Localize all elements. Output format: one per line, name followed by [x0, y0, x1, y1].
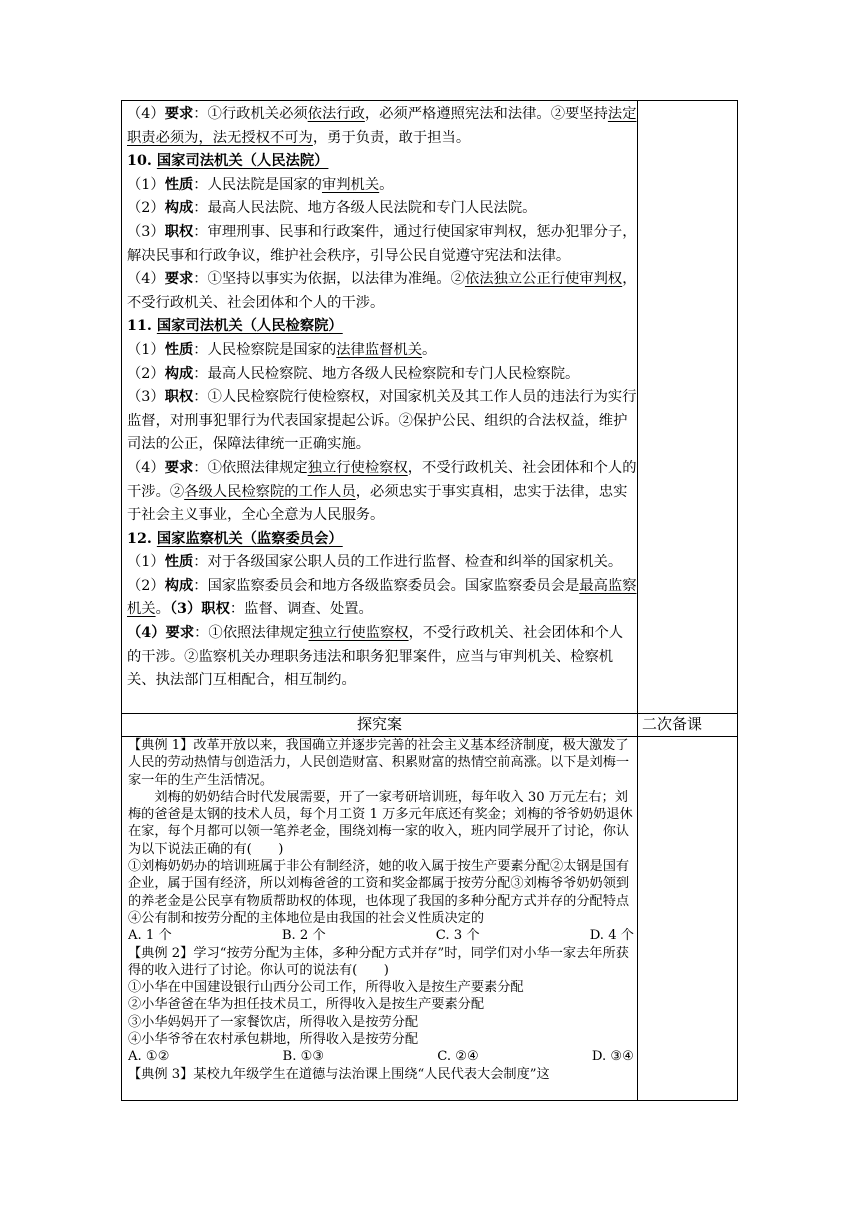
procuratorate-requirements: （4）要求：①依照法律规定独立行使检察权，不受行政机关、社会团体和个人的干涉。②各级人民检察院的工作人员，必须忠实于事实真相，忠实于法律，忠实于社会主义事业，全心全意为人民服务。	[127, 459, 637, 524]
court-powers: （3）职权：审理刑事、民事和行政案件，通过行使国家审判权，惩办犯罪分子，解决民事和行政争议，维护社会秩序，引导公民自觉遵守宪法和法律。	[127, 223, 637, 264]
option-a: A. 1 个	[128, 928, 172, 944]
table-divider-vertical	[637, 100, 638, 1101]
court-composition: （2）构成：最高人民法院、地方各级人民法院和专门人民法院。	[127, 200, 537, 217]
option-b: B. ①③	[282, 1049, 325, 1065]
supervision-requirements: （4）要求：①依照法律规定独立行使监察权，不受行政机关、社会团体和个人的干涉。②监察机关办理职务违法和职务犯罪案件，应当与审判机关、检察机关、执法部门互相配合，相互制约。	[127, 625, 624, 689]
option-a: A. ①②	[128, 1049, 170, 1065]
option-c: C. 3 个	[435, 928, 480, 944]
option-c: C. ②④	[437, 1049, 479, 1065]
explore-header: 探究案	[356, 715, 402, 733]
section-heading-court: 10. 国家司法机关（人民法院）	[127, 153, 329, 170]
option-d: D. 4 个	[589, 928, 634, 944]
example-1-options	[128, 927, 634, 944]
court-requirements: （4）要求：①坚持以事实为依据，以法律为准绳。②依法独立公正行使审判权，不受行政机关、社会团体和个人的干涉。	[127, 271, 637, 311]
table-border-right	[737, 100, 738, 1101]
admin-requirement-paragraph: （4）要求：①行政机关必须依法行政，必须严格遵照宪法和法律。②要坚持法定职责必须为，法无授权不可为，勇于负责，敢于担当。	[127, 106, 637, 146]
court-nature: （1）性质：人民法院是国家的审判机关。	[127, 176, 394, 193]
example-1-intro: 【典例 1】改革开放以来，我国确立并逐步完善的社会主义基本经济制度，极大激发了人民的劳动热情与创造活力，人民创造财富、积累财富的热情空前高涨。以下是刘梅一家一年的生产生活情况。	[128, 738, 630, 788]
option-d: D. ③④	[591, 1049, 634, 1065]
supervision-nature: （1）性质：对于各级国家公职人员的工作进行监督、检查和纠举的国家机关。	[127, 554, 623, 571]
review-notes-cell	[127, 103, 637, 693]
table-border-left	[121, 100, 122, 1101]
example-2-statement-2: ②小华爸爸在华为担任技术员工，所得收入是按生产要素分配	[128, 997, 485, 1013]
explore-cell	[128, 737, 634, 1100]
procuratorate-composition: （2）构成：最高人民检察院、地方各级人民检察院和专门人民检察院。	[127, 365, 580, 382]
example-2-intro: 【典例 2】学习“按劳分配为主体，多种分配方式并存”时，同学们对小华一家去年所获得的收入进行了讨论。你认可的说法有( )	[128, 945, 629, 978]
section-heading-procuratorate: 11. 国家司法机关（人民检察院）	[127, 318, 343, 335]
procuratorate-powers: （3）职权：①人民检察院行使检察权，对国家机关及其工作人员的违法行为实行监督，对刑事犯罪行为代表国家提起公诉。②保护公民、组织的合法权益，维护司法的公正，保障法律统一正确实施。	[127, 389, 637, 453]
table-border-top	[121, 100, 738, 101]
second-prep-header: 二次备课	[642, 715, 703, 733]
example-2-statement-1: ①小华在中国建设银行山西分公司工作，所得收入是按生产要素分配	[128, 980, 524, 996]
example-3-intro: 【典例 3】某校九年级学生在道德与法治课上围绕“人民代表大会制度”这	[128, 1066, 550, 1082]
section-heading-supervision: 12. 国家监察机关（监察委员会）	[127, 530, 343, 547]
option-b: B. 2 个	[281, 928, 326, 944]
example-1-statements: ①刘梅奶奶办的培训班属于非公有制经济，她的收入属于按生产要素分配②太钢是国有企业，属于国有经济，所以刘梅爸爸的工资和奖金都属于按劳分配③刘梅爷爷奶奶领到的养老金是公民享有物质帮助权的体现，也体现了我国的多种分配方式并存的分配特点④公有制和按劳分配的主体地位是由我国的社会义性质决定的	[128, 859, 630, 926]
supervision-composition-powers: （2）构成：国家监察委员会和地方各级监察委员会。国家监察委员会是最高监察机关。（3）职权：监督、调查、处置。	[127, 577, 637, 618]
example-1-scenario: 刘梅的奶奶结合时代发展需要，开了一家考研培训班，每年收入 30 万元左右；刘梅的爸爸是太钢的技术人员，每个月工资 1 万多元年底还有奖金；刘梅的爷爷奶奶退休在家，每个月都可以领一笔养老金，围绕刘梅一家的收入，班内同学展开了讨论，你认为以下说法正确的有( )	[128, 789, 633, 857]
example-2-options	[128, 1048, 634, 1065]
procuratorate-nature: （1）性质：人民检察院是国家的法律监督机关。	[127, 341, 437, 358]
example-2-statement-4: ④小华爷爷在农村承包耕地，所得收入是按劳分配	[128, 1032, 419, 1048]
table-border-bottom	[121, 1100, 738, 1101]
example-2-statement-3: ③小华妈妈开了一家餐饮店，所得收入是按劳分配	[128, 1014, 419, 1030]
